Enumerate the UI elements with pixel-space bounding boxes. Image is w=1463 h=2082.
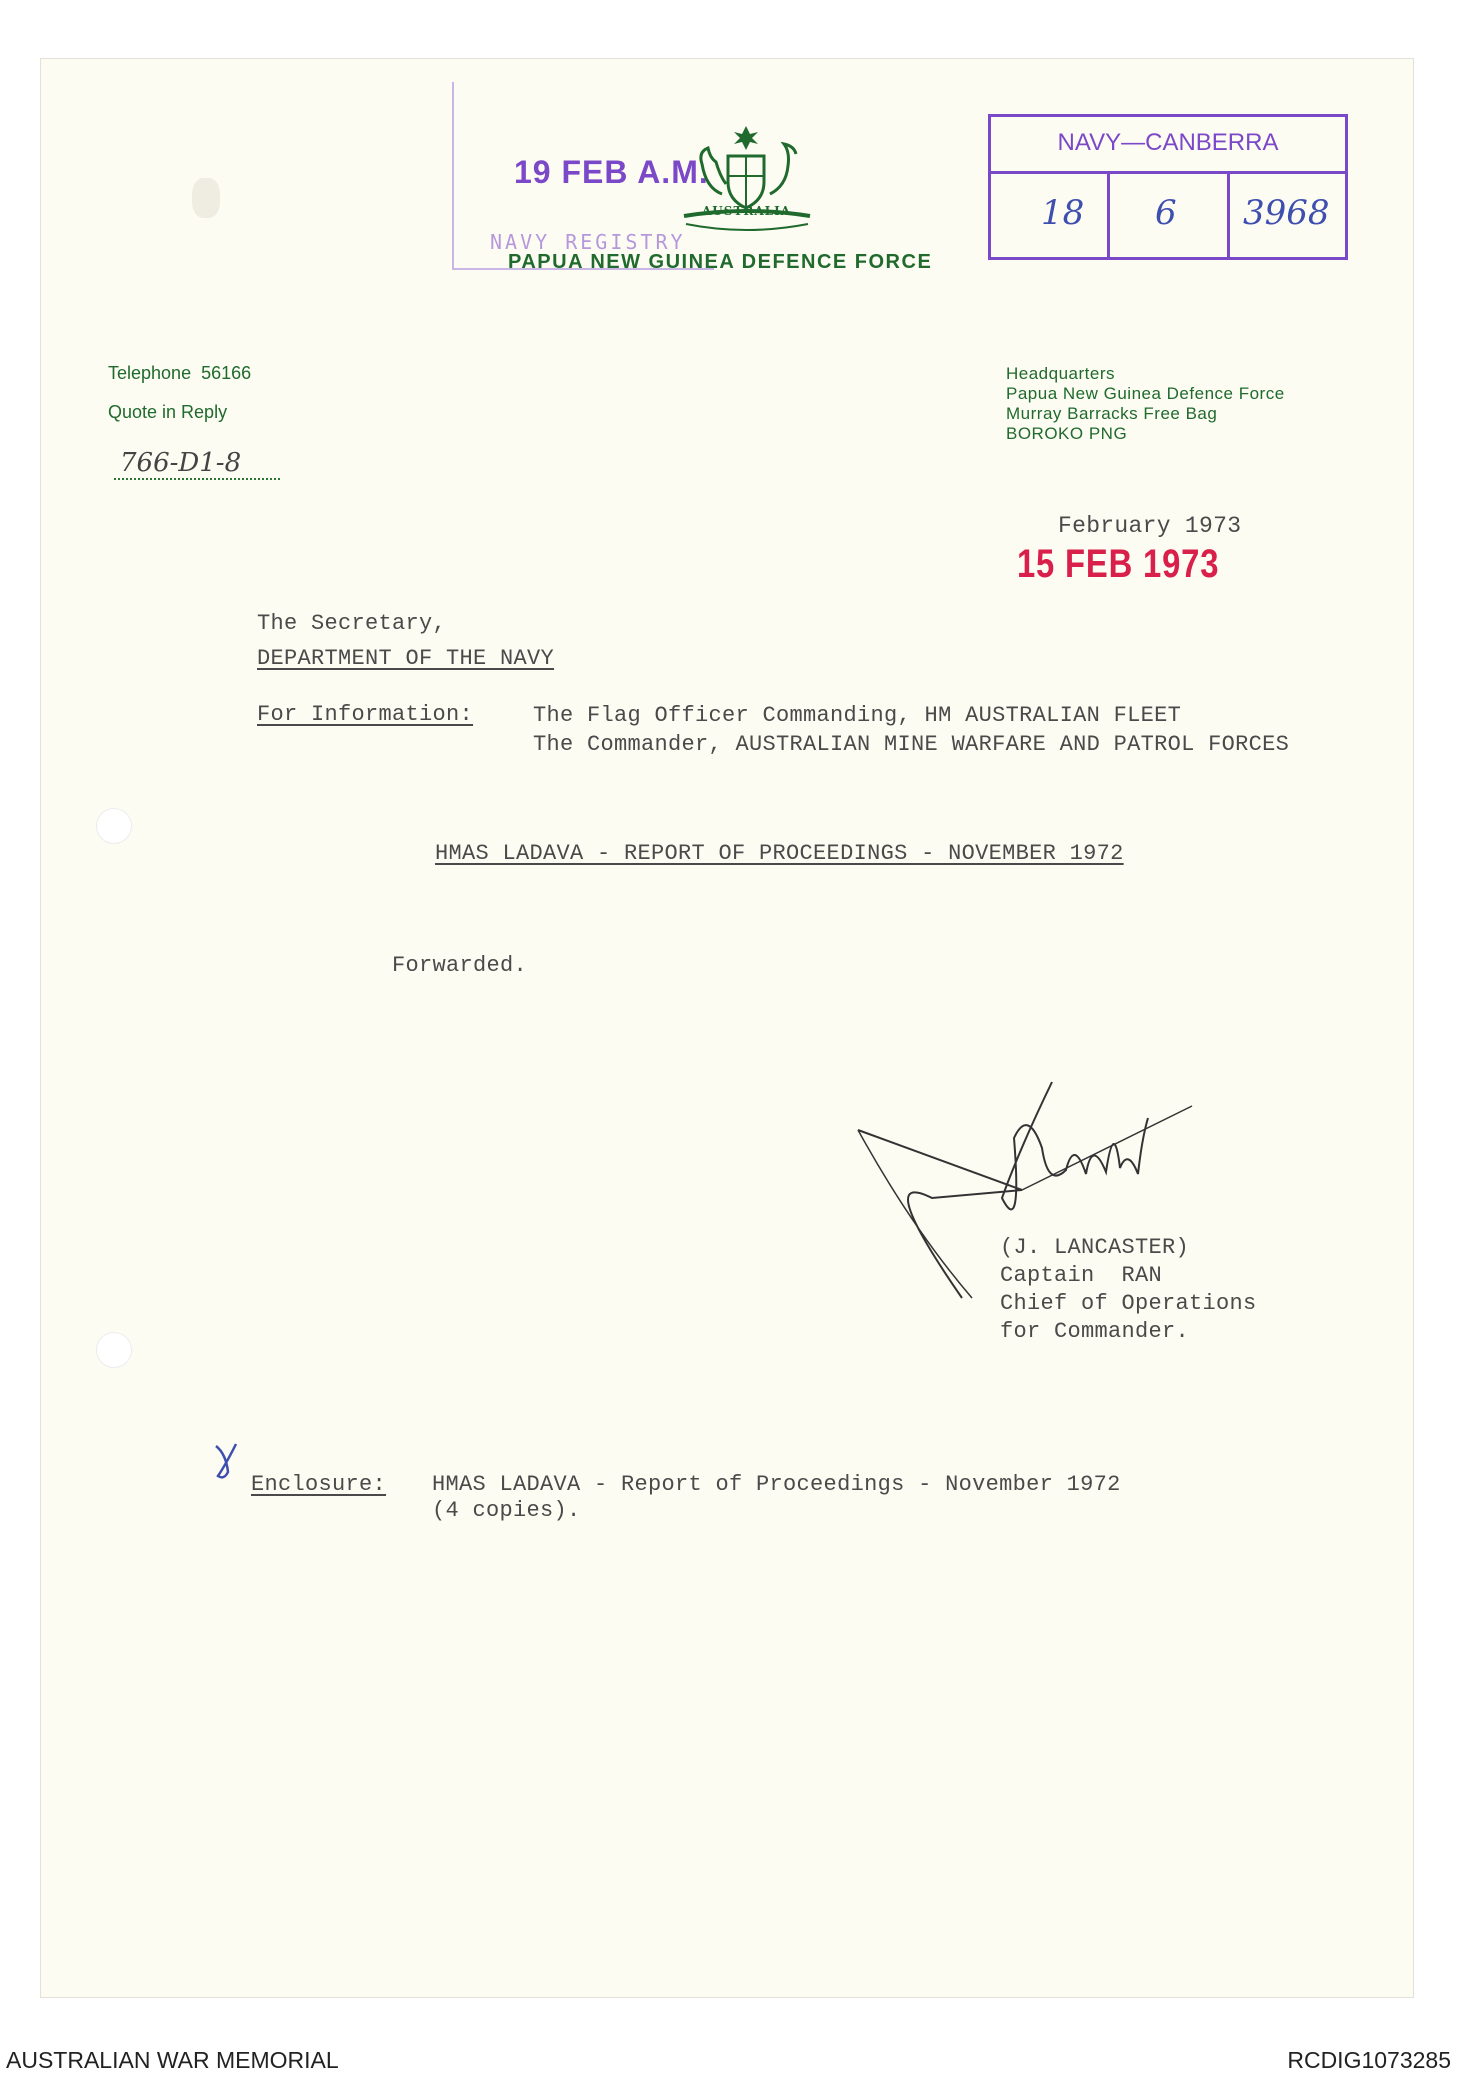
address-line: Papua New Guinea Defence Force: [1006, 384, 1285, 403]
signatory-for: for Commander.: [1000, 1319, 1190, 1344]
signature-block: [1000, 1234, 1257, 1346]
paper-mark: [192, 178, 220, 218]
signatory-rank: Captain RAN: [1000, 1263, 1163, 1288]
address-line: BOROKO PNG: [1006, 424, 1128, 443]
navy-canberra-stamp-col-divider: [1227, 171, 1230, 257]
registry-stamp-label: NAVY REGISTRY: [490, 230, 686, 254]
footer-archive-name: AUSTRALIAN WAR MEMORIAL: [6, 2047, 339, 2073]
stamp-cell-month: 6: [1155, 193, 1177, 233]
navy-canberra-stamp-divider: [991, 171, 1345, 174]
navy-canberra-stamp-title: NAVY—CANBERRA: [1057, 129, 1279, 156]
address-line: Headquarters: [1006, 364, 1116, 383]
letter-date: February 1973: [1058, 513, 1242, 539]
enclosure-label: Enclosure:: [251, 1472, 387, 1497]
document-page: [40, 58, 1414, 1998]
punch-hole-top: [96, 808, 132, 844]
navy-canberra-stamp-col-divider: [1107, 171, 1110, 257]
navy-canberra-stamp: [988, 114, 1348, 260]
quote-in-reply-label: Quote in Reply: [108, 402, 228, 422]
for-information-label: For Information:: [257, 702, 474, 727]
enclosure-line: HMAS LADAVA - Report of Proceedings - November 1972: [432, 1472, 1121, 1497]
recipient-line: The Secretary,: [257, 611, 447, 636]
received-date-stamp: 15 FEB 1973: [1017, 542, 1220, 586]
subject-line: HMAS LADAVA - REPORT OF PROCEEDINGS - NOVEMBER 1972: [435, 841, 1124, 866]
for-information-line: The Flag Officer Commanding, HM AUSTRALIAN FLEET: [533, 703, 1182, 728]
address-line: Murray Barracks Free Bag: [1006, 404, 1218, 423]
enclosure-line: (4 copies).: [432, 1498, 581, 1523]
address-block: [1006, 364, 1285, 444]
footer-record-id: RCDIG1073285: [1287, 2047, 1451, 2073]
coat-of-arms-icon: [672, 124, 822, 236]
handwritten-tick-mark: [212, 1440, 242, 1482]
signatory-name: (J. LANCASTER): [1000, 1235, 1190, 1260]
reference-number: 766-D1-8: [120, 448, 242, 478]
recipient-department: DEPARTMENT OF THE NAVY: [257, 646, 555, 671]
stamp-cell-day: 18: [1041, 193, 1085, 233]
registry-stamp-date: 19 FEB A.M.: [514, 154, 709, 190]
crest-label: AUSTRALIA: [702, 204, 792, 218]
signatory-position: Chief of Operations: [1000, 1291, 1257, 1316]
reference-dotted-line: [114, 478, 280, 480]
letter-body: Forwarded.: [392, 953, 528, 978]
stamp-cell-number: 3968: [1243, 193, 1330, 233]
punch-hole-bottom: [96, 1332, 132, 1368]
telephone-line: Telephone 56166: [108, 363, 252, 383]
for-information-line: The Commander, AUSTRALIAN MINE WARFARE AND PATROL FORCES: [533, 732, 1290, 757]
organisation-name: PAPUA NEW GUINEA DEFENCE FORCE: [508, 251, 933, 273]
